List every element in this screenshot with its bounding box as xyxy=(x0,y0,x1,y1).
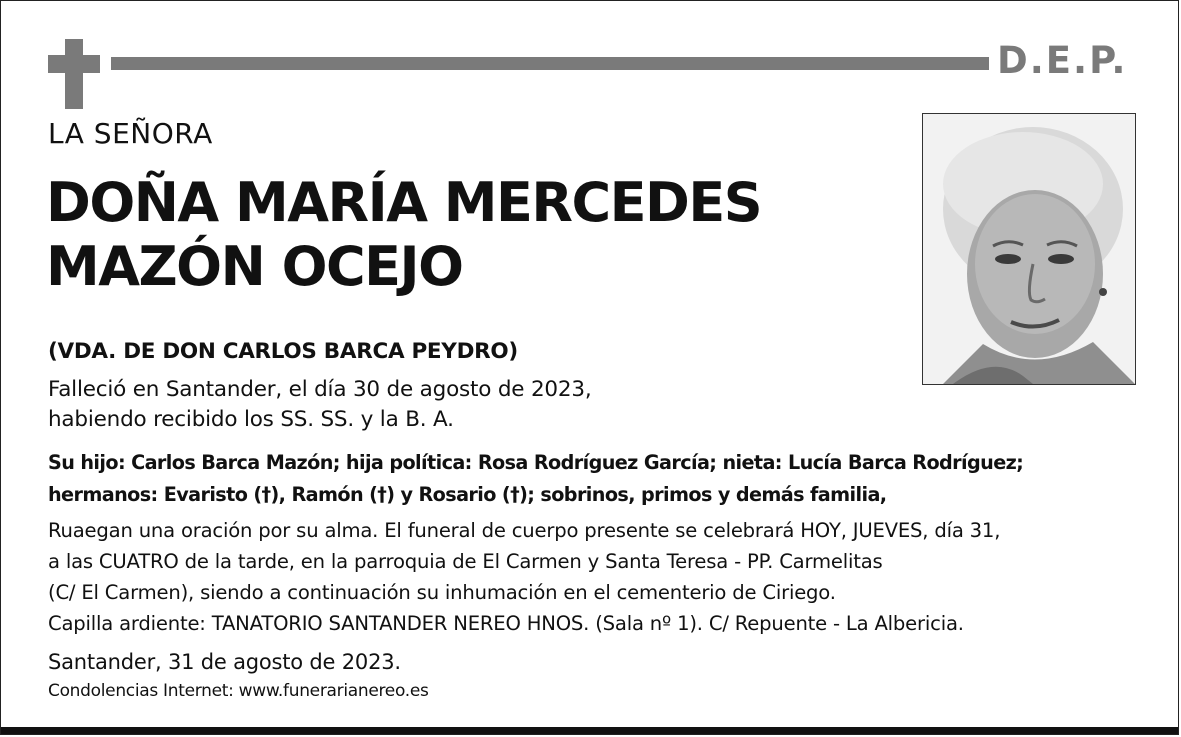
ceremony-line1: Ruaegan una oración por su alma. El funeral de cuerpo presente se celebrará HOY, JUEVES, día 31, xyxy=(48,519,1001,542)
ceremony-line3: (C/ El Carmen), siendo a continuación su inhumación en el cementerio de Ciriego. xyxy=(48,581,836,604)
honorific-title: LA SEÑORA xyxy=(48,117,213,150)
deceased-name-line2: MAZÓN OCEJO xyxy=(46,235,463,298)
cross-icon xyxy=(65,39,83,109)
ceremony-info xyxy=(48,515,1000,639)
death-info xyxy=(48,375,592,435)
death-info-line2: habiendo recibido los SS. SS. y la B. A. xyxy=(48,407,454,432)
family-list-line2: hermanos: Evaristo (†), Ramón (†) y Rosario (†); sobrinos, primos y demás familia, xyxy=(48,483,887,506)
deceased-name-line1: DOÑA MARÍA MERCEDES xyxy=(46,171,762,234)
ceremony-line2: a las CUATRO de la tarde, en la parroquia de El Carmen y Santa Teresa - PP. Carmelitas xyxy=(48,550,883,573)
death-info-line1: Falleció en Santander, el día 30 de agosto de 2023, xyxy=(48,377,592,402)
family-list xyxy=(48,447,1023,511)
header-rule xyxy=(111,57,989,70)
portrait-photo-icon xyxy=(923,114,1135,384)
ceremony-line4: Capilla ardiente: TANATORIO SANTANDER NEREO HNOS. (Sala nº 1). C/ Repuente - La Albericia. xyxy=(48,612,964,635)
place-date: Santander, 31 de agosto de 2023. xyxy=(48,650,401,674)
condolences-web: Condolencias Internet: www.funerarianereo.es xyxy=(48,681,429,701)
dep-label: D.E.P. xyxy=(997,39,1128,82)
portrait-photo xyxy=(922,113,1136,385)
family-list-line1: Su hijo: Carlos Barca Mazón; hija política: Rosa Rodríguez García; nieta: Lucía Barca Rodríguez; xyxy=(48,451,1024,474)
widow-of: (VDA. DE DON CARLOS BARCA PEYDRO) xyxy=(48,339,518,364)
deceased-name xyxy=(46,171,906,299)
cross-icon-bar xyxy=(48,55,100,73)
